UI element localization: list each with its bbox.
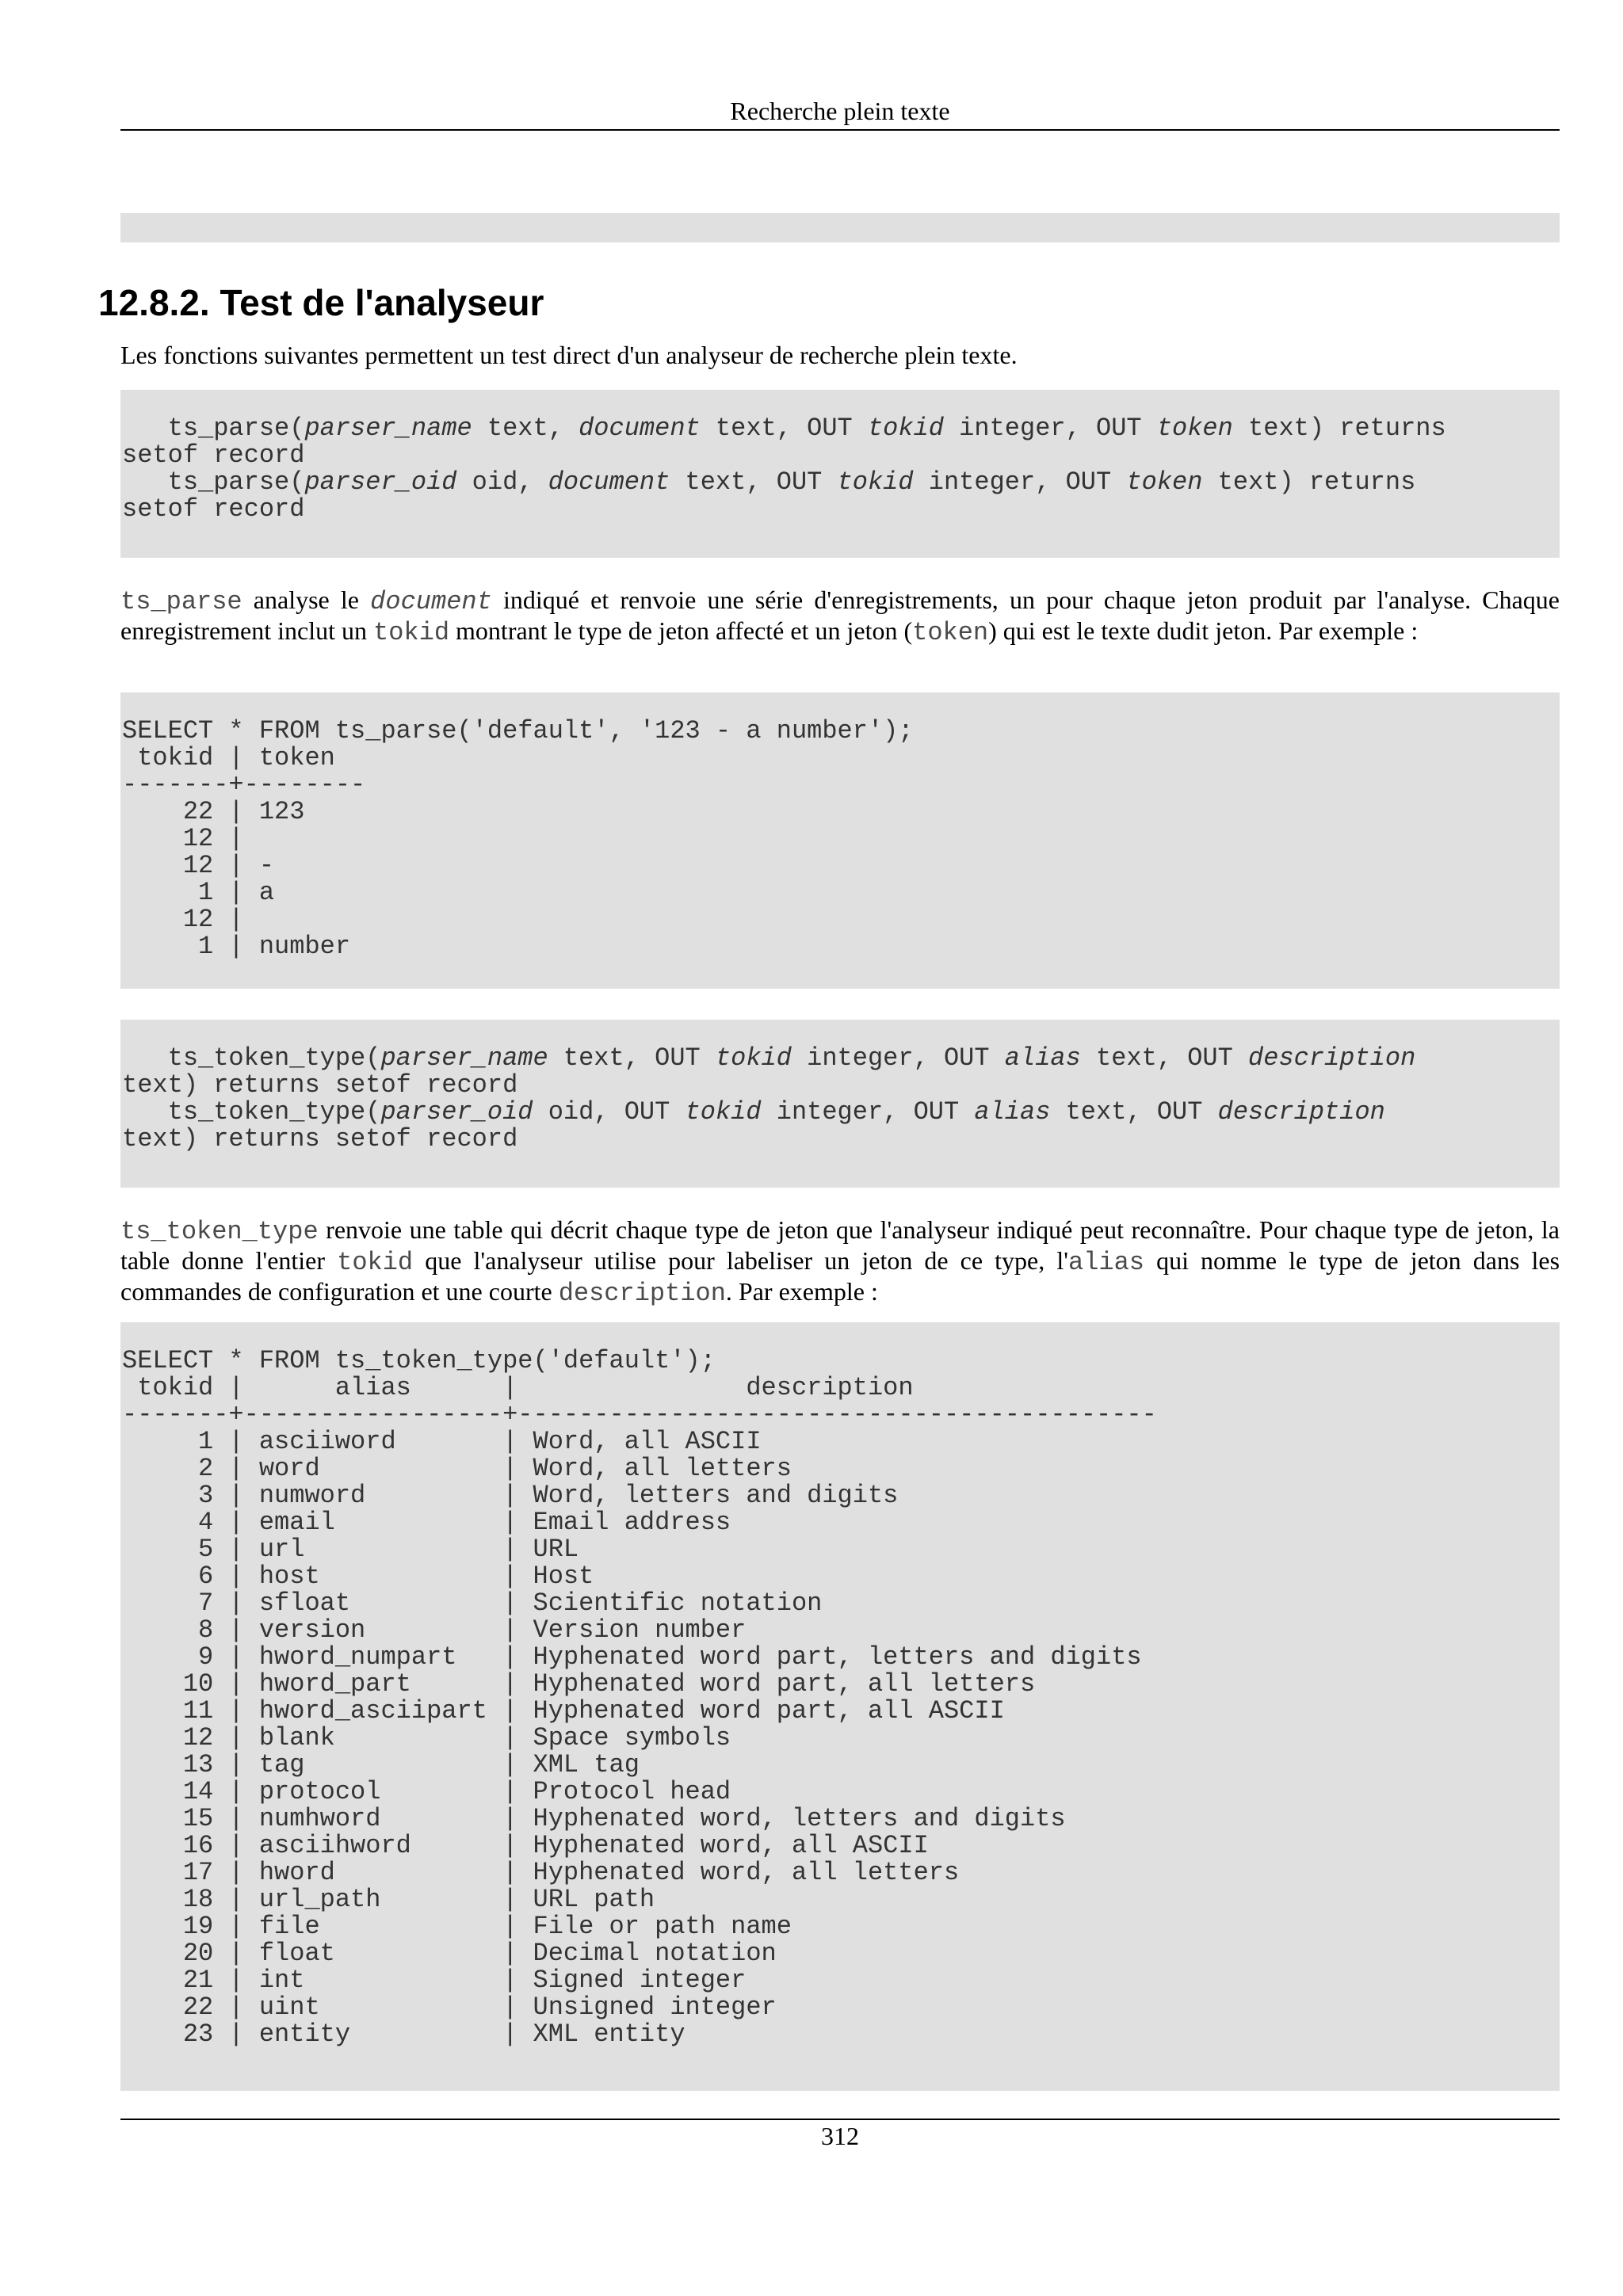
result-row: 14 | protocol | Protocol head	[122, 1777, 731, 1806]
ts-parse-description: ts_parse analyse le document indiqué et renvoie une série d'enregistrements, un pour chaque jeton produit par l'analyse. Chaque enregistrement inclut un tokid montrant le type de jeton affecté et un jeton (token) qui est le texte dudit jeton. Par exemple :	[120, 585, 1560, 647]
intro-paragraph: Les fonctions suivantes permettent un test direct d'un analyseur de recherche plein texte.	[120, 341, 1018, 369]
running-header: Recherche plein texte	[730, 97, 950, 125]
result-row: 21 | int | Signed integer	[122, 1966, 747, 1995]
result-row: 12 |	[122, 905, 259, 934]
result-row: 10 | hword_part | Hyphenated word part, all letters	[122, 1669, 1036, 1699]
section-title: 12.8.2. Test de l'analyseur	[98, 282, 544, 323]
result-row: 12 |	[122, 824, 259, 853]
result-row: 22 | uint | Unsigned integer	[122, 1993, 777, 2022]
inline-code: ts_token_type	[120, 1217, 319, 1246]
result-row: 17 | hword | Hyphenated word, all letters	[122, 1858, 960, 1887]
synopsis-ts-parse: ts_parse(parser_name text, document text, OUT tokid integer, OUT token text) returns setof record ts_parse(parser_oid oid, document text, OUT tokid integer, OUT token text) returns setof record	[120, 390, 1560, 558]
result-row: 2 | word | Word, all letters	[122, 1454, 792, 1483]
inline-code: ts_parse	[120, 587, 242, 616]
result-separator: -------+--------	[122, 770, 366, 799]
code-block-continuation	[120, 213, 1560, 242]
inline-code: tokid	[337, 1248, 414, 1277]
result-row: 23 | entity | XML entity	[122, 2019, 685, 2049]
result-row: 12 | -	[122, 851, 275, 880]
example-query: SELECT * FROM ts_token_type('default');	[122, 1346, 716, 1375]
result-separator: -------+-----------------+------------------------------------------	[122, 1400, 1157, 1429]
result-row: 22 | 123	[122, 797, 305, 826]
result-row: 8 | version | Version number	[122, 1615, 747, 1645]
result-row: 4 | email | Email address	[122, 1508, 731, 1537]
example-ts-token-type	[120, 1322, 1560, 2091]
result-row: 5 | url | URL	[122, 1535, 579, 1564]
result-row: 12 | blank | Space symbols	[122, 1723, 731, 1753]
example-ts-parse	[120, 692, 1560, 989]
result-row: 18 | url_path | URL path	[122, 1885, 655, 1914]
result-row: 11 | hword_asciipart | Hyphenated word part, all ASCII	[122, 1696, 1005, 1726]
result-row: 15 | numhword | Hyphenated word, letters and digits	[122, 1804, 1066, 1833]
result-row: 19 | file | File or path name	[122, 1912, 792, 1941]
result-row: 13 | tag | XML tag	[122, 1750, 640, 1779]
inline-code: alias	[1067, 1248, 1144, 1277]
result-row: 7 | sfloat | Scientific notation	[122, 1589, 823, 1618]
result-header: tokid | token	[122, 743, 335, 772]
inline-code: token	[912, 618, 989, 647]
result-row: 16 | asciihword | Hyphenated word, all ASCII	[122, 1831, 929, 1860]
page-number: 312	[821, 2122, 859, 2150]
result-row: 9 | hword_numpart | Hyphenated word part, letters and digits	[122, 1642, 1142, 1672]
result-row: 3 | numword | Word, letters and digits	[122, 1481, 899, 1510]
result-row: 20 | float | Decimal notation	[122, 1939, 777, 1968]
inline-code: tokid	[373, 618, 450, 647]
synopsis-ts-token-type: ts_token_type(parser_name text, OUT tokid integer, OUT alias text, OUT description text) returns setof record ts_token_type(parser_oid oid, OUT tokid integer, OUT alias text, OUT description text) returns setof record	[120, 1020, 1560, 1188]
result-row: 1 | number	[122, 932, 351, 961]
ts-token-type-description: ts_token_type renvoie une table qui décrit chaque type de jeton que l'analyseur indiqué peut reconnaître. Pour chaque type de jeton, la table donne l'entier tokid que l'analyseur utilise pour labeliser un jeton de ce type, l'alias qui nomme le type de jeton dans les commandes de configuration et une courte description. Par exemple :	[120, 1215, 1560, 1308]
header-rule	[120, 129, 1560, 131]
result-row: 1 | a	[122, 878, 275, 907]
example-query: SELECT * FROM ts_parse('default', '123 - a number');	[122, 716, 914, 746]
inline-code: document	[370, 587, 492, 616]
result-row: 1 | asciiword | Word, all ASCII	[122, 1427, 762, 1456]
result-header: tokid | alias | description	[122, 1373, 914, 1402]
result-row: 6 | host | Host	[122, 1562, 594, 1591]
inline-code: description	[558, 1279, 726, 1308]
